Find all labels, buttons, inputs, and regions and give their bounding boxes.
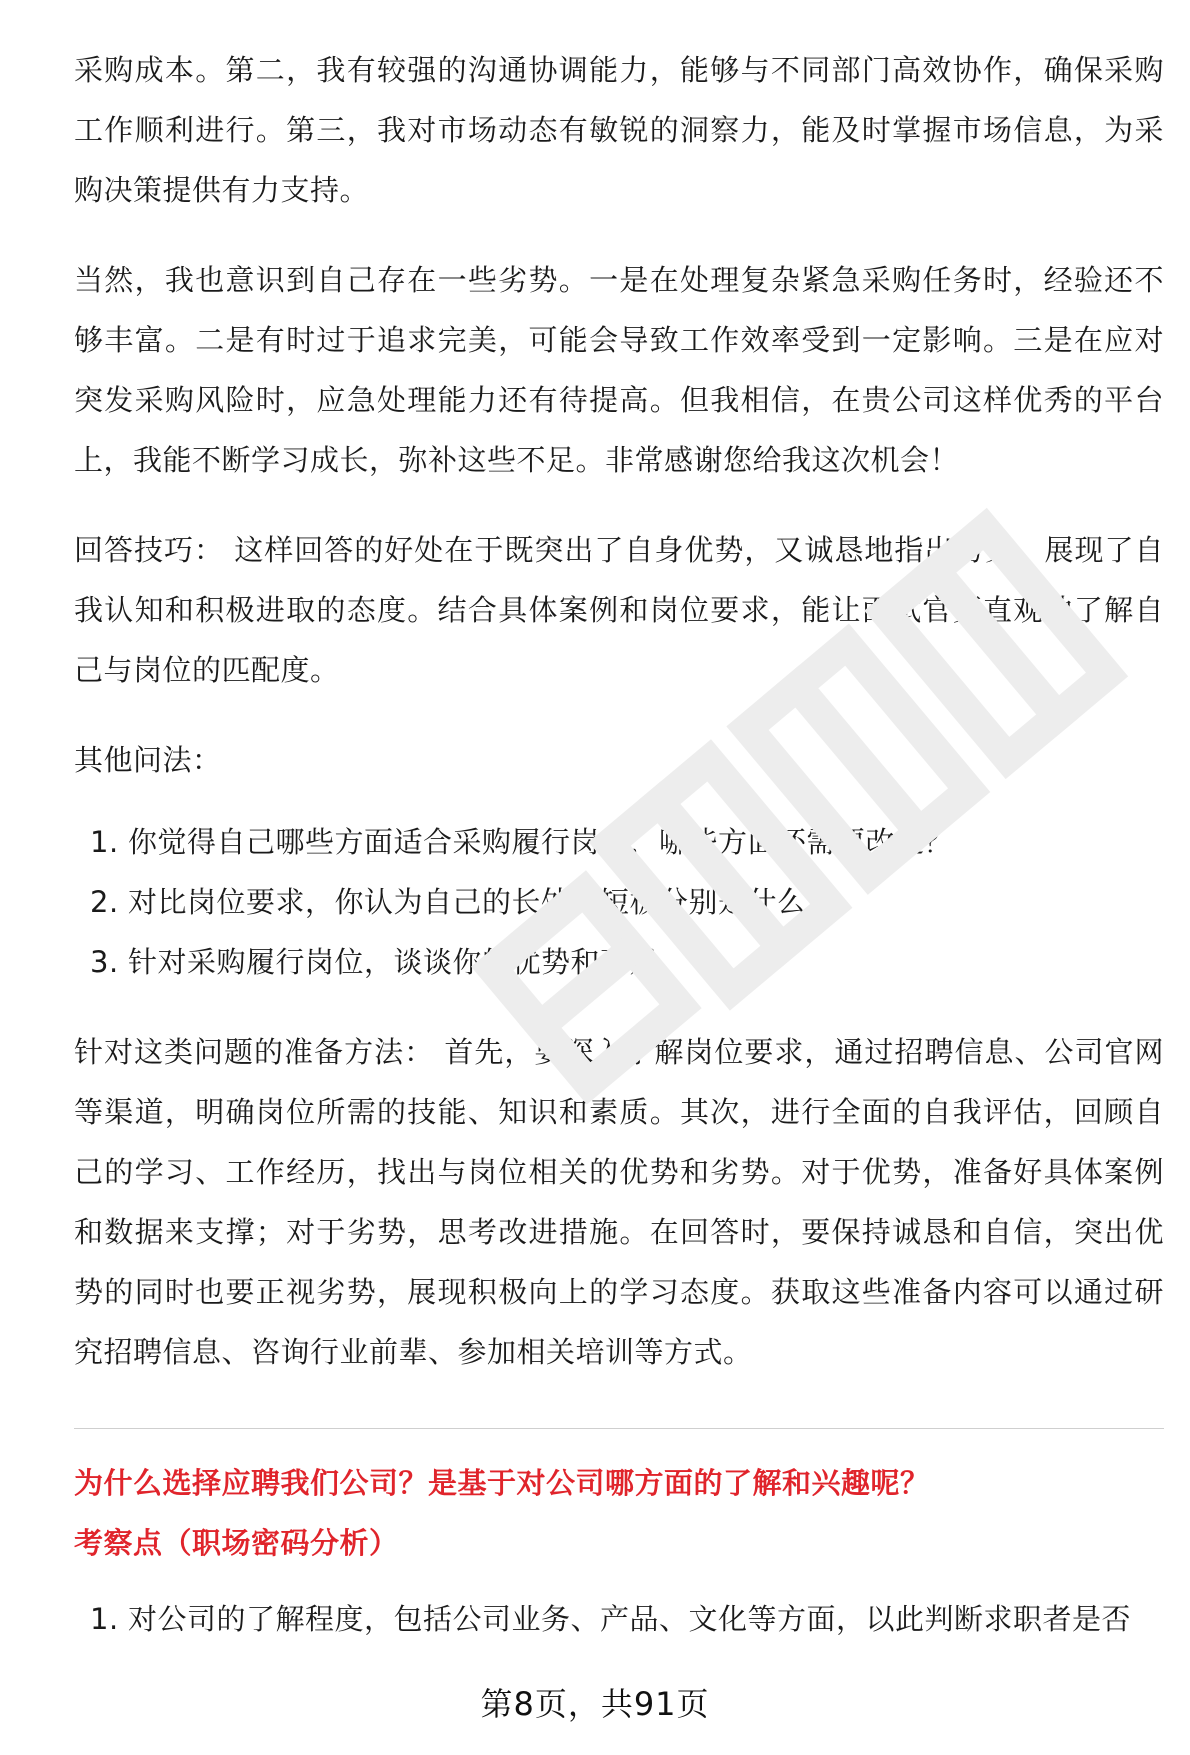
page-number-footer: 第8页，共91页: [480, 1685, 710, 1723]
list-item-text: 你觉得自己哪些方面适合采购履行岗位，哪些方面还需要改进？: [128, 825, 955, 859]
list-item: [74, 1589, 1164, 1649]
paragraph-preparation-method: 针对这类问题的准备方法： 首先，要深入了解岗位要求，通过招聘信息、公司官网等渠道，明确岗位所需的技能、知识和素质。其次，进行全面的自我评估，回顾自己的学习、工作经历，找出与岗位相关的优势和劣势。对于优势，准备好具体案例和数据来支撑；对于劣势，思考改进措施。在回答时，要保持诚恳和自信，突出优势的同时也要正视劣势，展现积极向上的学习态度。获取这些准备内容可以通过研究招聘信息、咨询行业前辈、参加相关培训等方式。: [74, 1035, 1164, 1369]
other-questions-list: [74, 812, 1164, 992]
assessment-points-list: [74, 1589, 1164, 1649]
paragraph-weaknesses: 当然，我也意识到自己存在一些劣势。一是在处理复杂紧急采购任务时，经验还不够丰富。二是有时过于追求完美，可能会导致工作效率受到一定影响。三是在应对突发采购风险时，应急处理能力还有待提高。但我相信，在贵公司这样优秀的平台上，我能不断学习成长，弥补这些不足。非常感谢您给我这次机会！: [74, 263, 1164, 477]
other-questions-label: 其他问法：: [74, 743, 222, 777]
list-item-number: 3.: [90, 945, 119, 979]
document-page: [74, 40, 1164, 1679]
paragraph-strengths-continued: 采购成本。第二，我有较强的沟通协调能力，能够与不同部门高效协作，确保采购工作顺利进行。第三，我对市场动态有敏锐的洞察力，能及时掌握市场信息，为采购决策提供有力支持。: [74, 53, 1164, 207]
list-item: [74, 812, 1164, 872]
list-item-number: 1.: [90, 825, 119, 859]
section-subheading: 考察点（职场密码分析）: [74, 1526, 399, 1560]
list-item-text: 对比岗位要求，你认为自己的长处和短板分别是什么？: [128, 885, 837, 919]
list-item-text: 对公司的了解程度，包括公司业务、产品、文化等方面，以此判断求职者是否: [128, 1602, 1132, 1636]
list-item-text: 针对采购履行岗位，谈谈你的优势和不足。: [128, 945, 689, 979]
list-item-number: 2.: [90, 885, 119, 919]
list-item-number: 1.: [90, 1602, 119, 1636]
paragraph-answer-tips: 回答技巧： 这样回答的好处在于既突出了自身优势，又诚恳地指出劣势，展现了自我认知和积极进取的态度。结合具体案例和岗位要求，能让面试官更直观地了解自己与岗位的匹配度。: [74, 533, 1164, 687]
list-item: [74, 872, 1164, 932]
section-question-heading: 为什么选择应聘我们公司？是基于对公司哪方面的了解和兴趣呢？: [74, 1466, 930, 1500]
list-item: [74, 932, 1164, 992]
section-divider: [74, 1428, 1164, 1429]
